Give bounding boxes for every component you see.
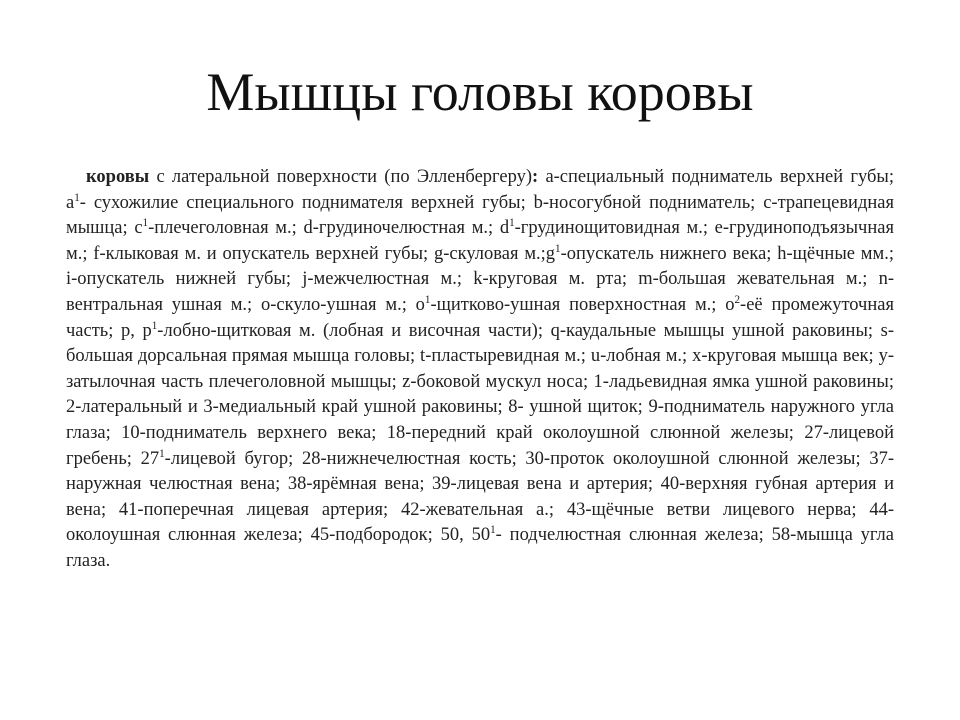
body-text-segment: а-специальный подниматель верхней губы; а <box>66 167 894 213</box>
body-text-segment: -её промежуточная часть; р, р <box>66 294 894 341</box>
body-lead-bold: коровы <box>86 167 150 187</box>
superscript: 1 <box>555 242 561 255</box>
superscript: 2 <box>734 293 741 306</box>
superscript: 1 <box>509 217 515 230</box>
slide-body-text <box>66 165 894 575</box>
superscript: 1 <box>424 293 431 306</box>
body-text-segment: -лобно-щитковая м. (лобная и височная части); q-каудальные мышцы ушной раковины; s-большая дорсальная прямая мышца головы; t-пластыревидная м.; u-лобная м.; x-круговая мышца век; у-затылочная часть плечеголовной мышцы; z-боковой мускул носа; 1-ладьевидная ямка ушной раковины; 2-латеральный и 3-медиальный край ушной раковины; 8- ушной щиток; 9-подниматель наружного угла глаза; 10-подниматель верхнего века; 18-передний край околоушной слюнной железы; 27-лицевой гребень; 27 <box>66 320 894 469</box>
body-text-segment: - подчелюстная слюнная железа; 58-мышца угла глаза. <box>66 525 894 571</box>
body-colon-bold: : <box>532 167 539 187</box>
slide-title: Мышцы головы коровы <box>206 62 754 122</box>
superscript: 1 <box>490 524 496 537</box>
superscript: 1 <box>142 217 149 230</box>
body-text-segment: -опускатель нижнего века; h-щёчные мм.; i-опускатель нижней губы; j-межчелюстная м.; k-круговая м. рта; m-большая жевательная м.; n-вентральная ушная м.; о-скуло-ушная м.; о <box>66 243 894 315</box>
body-text-segment: -грудинощитовидная м.; e-грудиноподъязычная м.; f-клыковая м. и опускатель верхней губы; g-скуловая м.;g <box>66 218 894 264</box>
superscript: 1 <box>159 447 165 460</box>
superscript: 1 <box>151 319 158 332</box>
body-text-segment: - сухожилие специального поднимателя верхней губы; b-носогубной подниматель; c-трапецевидная мышца; c <box>66 192 894 239</box>
body-text-segment: -плечеголовная м.; d-грудиночелюстная м.; d <box>148 218 510 239</box>
body-text-segment: с латеральной поверхности (по Элленбергеру) <box>149 167 533 187</box>
superscript: 1 <box>74 191 80 204</box>
body-text-segment: -щитково-ушная поверхностная м.; о <box>430 294 735 315</box>
body-text-segment: -лицевой бугор; 28-нижнечелюстная кость; 30-проток околоушной слюнной железы; 37-наружная челюстная вена; 38-ярёмная вена; 39-лицевая вена и артерия; 40-верхняя губная артерия и вена; 41-поперечная лицевая артерия; 42-жевательная а.; 43-щёчные ветви лицевого нерва; 44-околоушная слюнная железа; 45-подбородок; 50, 50 <box>66 448 894 546</box>
